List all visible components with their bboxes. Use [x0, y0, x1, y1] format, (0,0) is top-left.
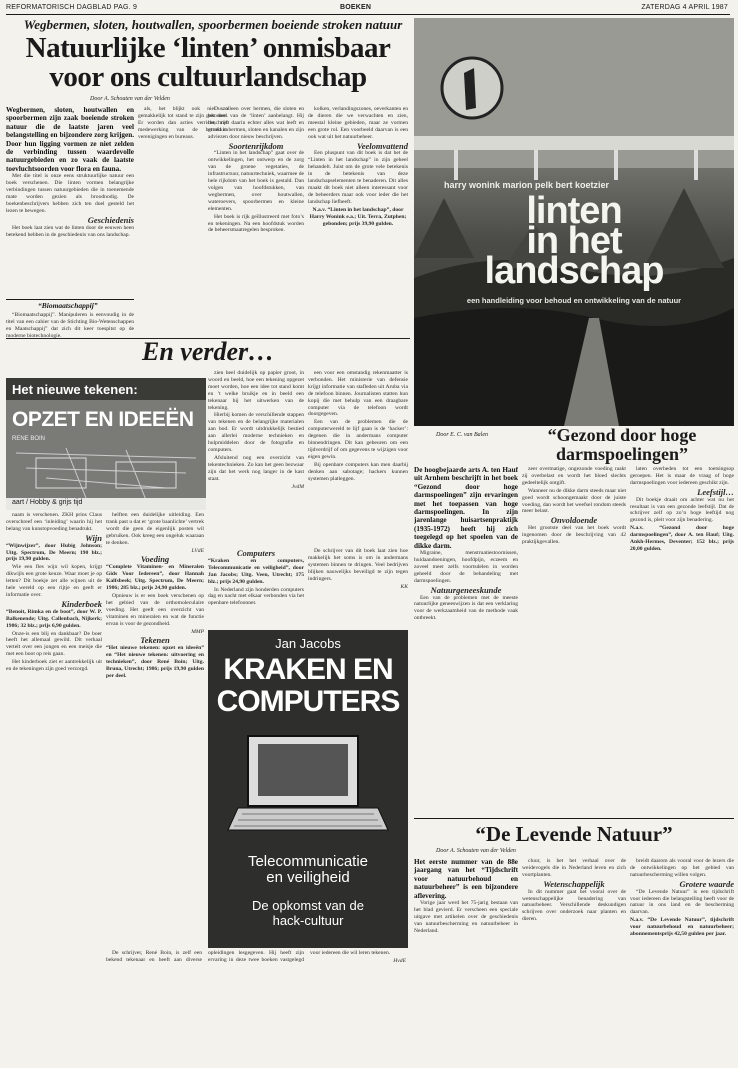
subhead-wijn: Wijn: [85, 532, 102, 543]
masthead-section: BOEKEN: [340, 4, 372, 11]
subhead-wetenschappelijk: Wetenschappelijk: [543, 878, 605, 889]
opzet-title: OPZET EN IDEEËN: [12, 408, 194, 431]
gezond-byline: Door E. C. van Balen: [436, 432, 488, 438]
sig-jvdm: JvdM: [291, 483, 304, 490]
cover-subtitle: een handleiding voor behoud en ontwikkeling van de natuur: [466, 296, 682, 305]
levende-byline: Door A. Schouten van der Velden: [436, 848, 516, 854]
article1-col-2: als, het blijkt ook niet zo gemakkelijk tot stand te zijn gekomen. Er worden dan acties verricht, met medewerking van de betrokken verenigingen en bureaus.: [138, 106, 228, 139]
biobox-title: “Biomaatschappij”: [38, 301, 98, 310]
subhead-voeding: Voeding: [140, 554, 170, 565]
article1-byline: Door A. Schouten van der Velden: [90, 96, 170, 102]
biobox-text: “Biomaatschappij”. Manipuleren is eenvoudig in de titel van een cahier van de Stichting Bio-Wetenschappen en Maatschappij” dat zich dit keer toespitst op de moderne biotechnologie.: [6, 312, 134, 339]
cover-title: [414, 190, 734, 292]
article1-headline: [4, 34, 412, 92]
kraken-author: Jan Jacobs: [275, 636, 341, 651]
article1-lead: Wegbermen, sloten, houtwallen en spoorbermen zijn zaak boeiende stroken natuur die de laatste jaren veel belangstelling en bijzondere zorg krijgen. Door hun ligging vormen ze niet zelden de verbinding tussen waardevolle natuurgebieden en zo vaak de laatste toevluchtsoorden voor flora en fauna.: [6, 106, 134, 173]
gezond-col-3: laten overheden tot een toetsingsop geroepen. Het is maar de vraag of hoge darmspoelingen voor iedereen geschikt zijn. Leefstijl… Dit boekje draait om achter wat nu het resultaat is van een gezonde leefstijl. Dat de schrijver zelf op zo’n hoge leeftijd nog gezond is, pleit voor zijn benadering. N.a.v. “Gezond door hoge darmspoelingen”, door A. ten Hauf; Uitg. Ankh-Hermes, Deventer; 152 blz.; prijs 20,00 gulden.: [630, 466, 734, 552]
sig-lvde: LVdE: [191, 547, 204, 554]
mid-col-b: een voor een omstandig rekenmaatter is verbonden. Het ministerie van defensie krijgt informatie van stafleden uit Aruba via de telefoon binnen. Journalisten statten hun kopij die met behulp van een draagbare computer via de telefoon wordt doorgegeven. Een van de problemen die de computerwereld te lijf gaan is de ‘hacker’: degenen die in andermans computer binnendringen. Dit kan gebeuren om een tijdverdrijf of om gegevens te wijzigen voor eigen gewin. Bij openbare computers kan men daarbij denken aan sabotage; hackers kunnen systemen platleggen.: [308, 370, 408, 482]
gezond-lead: De hoogbejaarde arts A. ten Hauf uit Arnhem beschrijft in het boek “Gezond door hoge darmspoelingen” zijn ervaringen met het toepassen van hoge darmspoelingen. In zijn jarenlange huisartsenpraktijk (1935-1972) heeft hij zich toegelegd op het spoelen van de dikke darm.: [414, 466, 518, 550]
cover-linten-photo: [414, 18, 734, 426]
sketch-illustration: [6, 378, 206, 510]
enverder-banner: [6, 338, 410, 369]
left-col-lower-2: helften een duidelijke uitleiding. Een trank past u dat er ‘grote baanlichte’ vertrek wordt die geen de eigenlijk posten wil gebruiken. Ook kreeg een ongeluk waaraan te denken. LVdE Voeding “Complete Vitaminen- en Mineralen Gids Voor Iedereen”, door Hannah Kalfsbeek; Uitg. Spectrum, De Meern; 1986; 285 blz.; prijs 24,90 gulden. Opnieuw is er een boek verschenen op het gebied van de orthomoleculaire voeding. Het geeft een overzicht van vitaminen en mineralen en wat de functie ervan is voor de gezondheid. MMP Tekenen “Het nieuwe tekenen: opzet en ideeën” en “Het nieuwe tekenen: uitvoering en technieken”, door René Boin; Uitg. Bruna, Utrecht; 1986; prijs 19,90 gulden per deel.: [106, 512, 204, 679]
computer-illustration: [208, 726, 408, 846]
subhead-leefstijl: Leefstijl…: [697, 486, 734, 497]
headline-line-1: Natuurlijke ‘linten’ onmisbaar: [25, 32, 391, 64]
article1-col-1: Wegbermen, sloten, houtwallen en spoorbermen zijn zaak boeiende stroken natuur die de laatste jaren veel belangstelling en bijzondere zorg krijgen. Door hun ligging vormen ze niet zelden de verbinding tussen waardevolle natuurgebieden en zo vaak de laatste toevluchtsoorden voor flora en fauna. Met die titel is onze eens struktuurlijke natuur een boek verschenen. Die linten vormen belangrijke verbindingen tussen natuurgebieden die in toenemende mate worden gezien als broodnodig. De boekenbeschrijvers hebben zich ten doel gesteld het lezen te bewegen. Geschiedenis Het boek laat zien wat de linten door de eeuwen heen betekend hebben in de geschiedenis van ons landschap.: [6, 106, 134, 238]
kraken-title-line-2: COMPUTERS: [216, 685, 400, 718]
levende-col-3: breidt daarom als vooral voor de lezers die de ontwikkelingen op het gebied van natuurbescherming willen volgen. Grotere waarde “De Levende Natuur” is een tijdschrift voor iedereen die belangstelling heeft voor de natuur in ons land en de bescherming daarvan. N.a.v. “De Levende Natuur”, tijdschrift voor natuurbehoud en natuurbeheer; abonnementsprijs 42,50 gulden per jaar.: [630, 858, 734, 938]
sig-hvde: HvdE: [393, 957, 406, 964]
biobox-rule: [6, 299, 134, 300]
opzet-header: Het nieuwe tekenen:: [12, 382, 138, 397]
kraken-title-line-1: KRAKEN EN: [223, 653, 393, 686]
levende-col-2: cluur, is het het verhaal over de weidevogels die in Nederland leven en zich voortplanten. Wetenschappelijk In dit nummer gaat het vooral over de wetenschappelijke benadering van natuurbeheer. Verschillende deskundigen schrijven over onderzoek naar planten en dieren.: [522, 858, 626, 923]
subhead-tekenen: Tekenen: [140, 635, 170, 646]
opzet-footer: aart / Hobby & grijs tijd: [12, 499, 83, 506]
sig-kk: KK: [400, 583, 408, 590]
subhead-grotere-waarde: Grotere waarde: [679, 878, 734, 889]
subhead-kinderboek: Kinderboek: [61, 598, 102, 609]
levende-rule: [414, 818, 734, 819]
kraken-subtitle: [208, 854, 408, 886]
computers-col-b: De schrijver van dit boek laat zien hoe makkelijk het soms is om in andermans systemen binnen te dringen. Veel bedrijven blijken nauwelijks beveiligd te zijn tegen indringers. KK: [308, 548, 408, 590]
cover-opzet-photo: [6, 378, 206, 510]
subhead-natuurgeneeskunde: Natuurgeneeskunde: [430, 584, 502, 595]
cover-authors: harry wonink marion pelk bert koetzier: [444, 180, 610, 190]
gezond-headline: “Gezond door hoge darmspoelingen”: [547, 425, 697, 464]
gezond-col-1: De hoogbejaarde arts A. ten Hauf uit Arnhem beschrijft in het boek “Gezond door hoge darmspoelingen” zijn ervaringen met het toepassen van hoge darmspoelingen. In zijn jarenlange huisartsenpraktijk (1935-1972) heeft hij zich toegelegd op het spoelen van de dikke darm. Migraine, menstruatiestoornissen, huidaandoeningen, hoofdpijn, eczeem en zoveel meer zelfs voortsdelen in worden geheeld door de behandeling met darmspoelingen. Natuurgeneeskunde Een van de problemen met de meeste natuurlijke geneeswijzen is dat een verklaring voor de werkzaamheid van de methode vaak ontbreekt.: [414, 466, 518, 622]
subhead-soortenrijkdom: Soortenrijkdom: [228, 140, 284, 151]
masthead-date: ZATERDAG 4 APRIL 1987: [641, 4, 728, 11]
kraken-title: [208, 654, 408, 718]
kraken-tagline-line-1: De opkomst van de: [251, 898, 364, 913]
enverder-title: En verder…: [142, 337, 275, 366]
article1-col-3: Dus alleen over bermen, die sloten en het deel van de ‘linten’ aanbelangt. Hij beschrijft daarin echter alles wat leeft en groeit in bermen, sloten en kanalen en zijn adviezen door nieuw beschrijven. Soortenrijkdom “Linten in het landschap” gaat over de ontwikkelingen, het ontwerp en de zorg van de groene vegetaties, de infrastructuur, natuurtechniek, waarmee de hele rijkdom van het boek is gestald. Dan volgen van hoofdstukken, van wegbermen, over houtwallen, wateroevers, spoorbermen en kleine elementen. Het boek is rijk geïllustreerd met foto’s en tekeningen. Na een hoofdstuk worden de beheersmaatregelen besproken.: [208, 106, 304, 234]
levende-col-1: Het eerste nummer van de 88e jaargang van het “Tijdschrift voor natuurbehoud en natuurbeheer” is een bijzondere aflevering. Vorige jaar werd het 75-jarig bestaan van het blad gevierd. Er verscheen een speciale uitgave met artikelen over de geschiedenis van natuurbescherming en natuurbeheer in Nederland.: [414, 858, 518, 934]
subhead-onvoldoende: Onvoldoende: [550, 515, 598, 526]
kraken-tagline: [208, 898, 408, 928]
cover-title-line-2: in het: [526, 220, 622, 262]
gezond-col-2: zeer overmatige, ongezonde voeding raakt zij overbelast en wordt het bloed slechts gedeeltelijk ontgift. Wanneer nu de dikke darm steeds maar niet goed wordt schoongemaakt door de juiste voeding, dan wordt het weefsel rondom steeds meer belast. Onvoldoende Het grootste deel van het boek wordt ingenomen door de beschrijving van 42 praktijkgevallen.: [522, 466, 626, 546]
mid-col-a: zien heel duidelijk op papier groot, in woord en beeld, hoe een tekening opgezet moet worden, hoe een idee tot stand komt en ’t welke bruikje en in beeld een tekenaar bij het uitwerken van de tekening. Hierbij komen de verschillende stappen van tekenen en de belangrijke materialen aan bod. Er wordt uitdrukkelijk bestied aan allerlei moderne technieken en hulpmiddelen door de fotografie en computers. Afsluitend nog een overzicht van tekentechnieken. Zo kan het geen bezwaar zijn dat het werk nog langer in de kast staat. JvdM: [208, 370, 304, 490]
headline-line-2: voor ons cultuurlandschap: [49, 61, 367, 93]
subhead-geschiedenis: Geschiedenis: [87, 214, 134, 225]
sig-mmp: MMP: [191, 628, 204, 635]
article1-col-4: kolken, verlandingszones, oeverkanten en de dieren die we verwachten en zien, meestal kleine gebieden, maar ze vormen een grote rol. Een voorbeeld daarvan is een ook wat uit het natuurbeheer. Veelomvattend Een pluspunt van dit boek is dat het de “Linten in het landschap” in zijn geheel behandelt. Juist om de grote vele betekenis in de betekenis van deze landschapselementen te benaderen. Dit alles maakt dit boek niet alleen interessant voor de beheerders maar ook voor ieder die het landschap liefheeft. N.a.v. “Linten in het landschap”, door Harry Wonink e.a.; Uit. Terra, Zutphen; gebonden; prijs 39,90 gulden.: [308, 106, 408, 227]
kraken-tagline-line-2: hack-cultuur: [272, 913, 344, 928]
subhead-computers: Computers: [236, 548, 276, 558]
cover-title-line-1: linten: [526, 190, 622, 232]
computers-col-a: Computers “Kraken en computers, Telecommunicatie en veiligheid”, door Jan Jacobs; Uitg. Veen, Utrecht; 175 blz.; prijs 24,90 gulden. In Nederland zijn honderden computers dag en nacht met elkaar verbonden via het openbare telefoonnet.: [208, 548, 304, 607]
subhead-veelomvattend: Veelomvattend: [357, 140, 408, 151]
kraken-subtitle-line-2: en veiligheid: [266, 869, 350, 886]
cover-title-line-3: landschap: [484, 250, 664, 292]
levende-headline: “De Levende Natuur”: [475, 822, 673, 846]
left-col-lower: naam is verschenen. ZKH prins Claus overschreef een ‘inleiding’ waarin hij het belang van kunstopvoeding benadrukt. Wijn “Wijnwijzer”, door Hubig Johnson; Uitg. Spectrum, De Meern; 190 blz.; prijs 19,90 gulden. Wie een fles wijn wil kopen, krijgt dikwijls een grote keuze. Waar moet je op letten? Dit boekje zet alle wijnen uit de hele wereld op een rijtje en geeft er informatie over. Kinderboek “Benoit, Rimka en de boot”, door W. P. Balkenende; Uitg. Callenbach, Nijkerk; 1986; 32 blz.; prijs 6,90 gulden. Onze-is een blij en dankbaar? De boer heeft het allemaal gewild. Dit verhaal vertelt over een jongen en een meisje die met een boot op reis gaan. Het kinderboek ziet er aantrekkelijk uit en de tekeningen zijn goed verzorgd.: [6, 512, 102, 673]
cover-kraken-photo: [208, 630, 408, 948]
article1-kicker: Wegbermen, sloten, houtwallen, spoorbermen boeiende stroken natuur: [23, 17, 403, 32]
opzet-author: RENE BOIN: [12, 436, 46, 442]
kraken-subtitle-line-1: Telecommunicatie: [247, 853, 369, 870]
mid-col-bottom: De schrijver, René Boin, is zelf een bekend tekenaar en heeft aan diverse opleidingen lesgegeven. Hij heeft zijn ervaring in deze twee boeken vastgelegd voor iedereen die wil leren tekenen. HvdE: [106, 950, 406, 964]
masthead-rule: [6, 14, 730, 15]
masthead-left: REFORMATORISCH DAGBLAD PAG. 9: [6, 4, 138, 11]
levende-lead: Het eerste nummer van de 88e jaargang van het “Tijdschrift voor natuurbehoud en natuurbeheer” is een bijzondere aflevering.: [414, 858, 518, 900]
